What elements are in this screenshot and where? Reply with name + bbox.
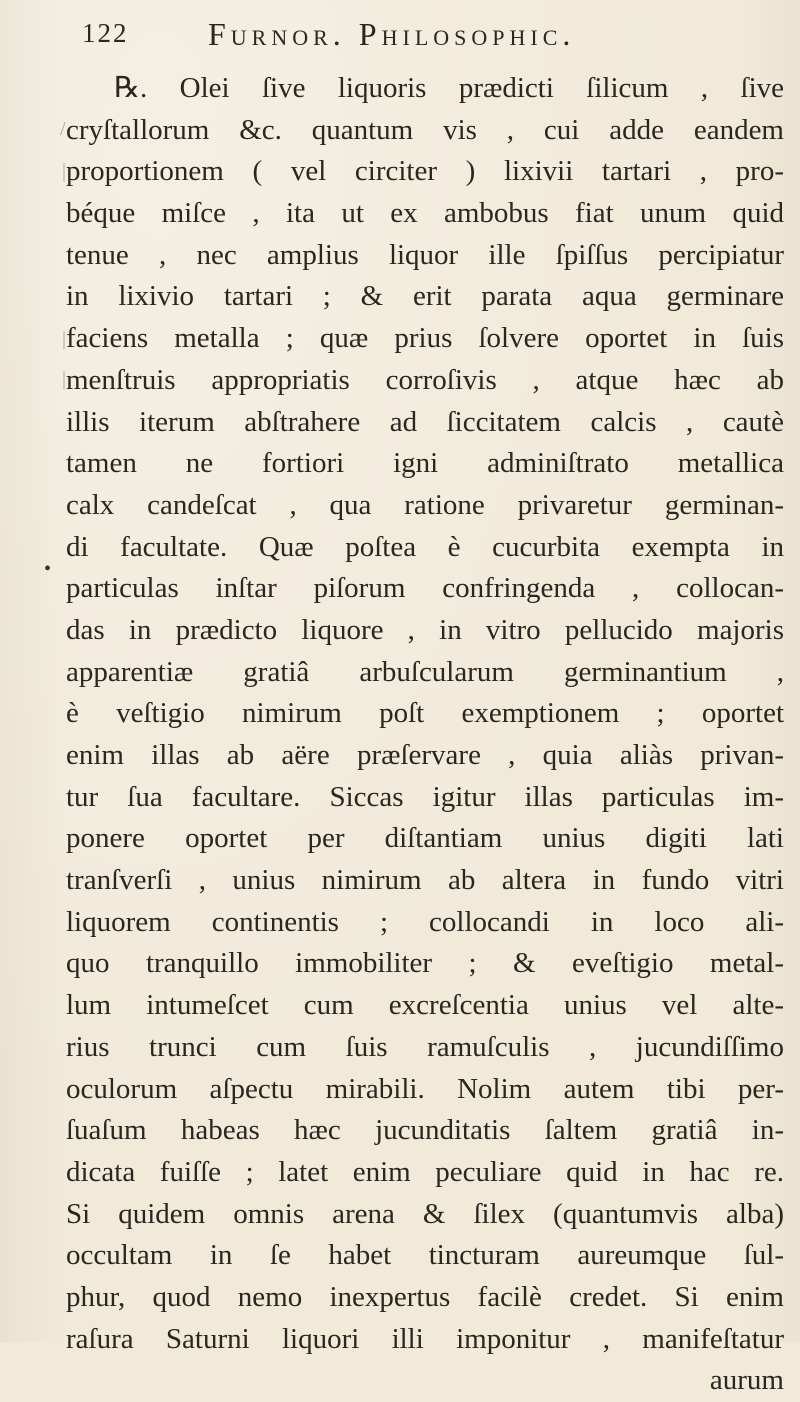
text-line: ponere oportet per diſtantiam unius digiti lati	[66, 822, 784, 855]
text-line: lum intumeſcet cum excreſcentia unius vel alte-	[66, 989, 784, 1022]
text-line: proportionem ( vel circiter ) lixivii tartari , pro-	[66, 155, 784, 188]
text-line: quo tranquillo immobiliter ; & eveſtigio metal-	[66, 947, 784, 980]
text-line: occultam in ſe habet tincturam aureumque ſul-	[66, 1239, 784, 1272]
text-line: cryſtallorum &c. quantum vis , cui adde eandem	[66, 113, 784, 146]
margin-bracket-mark: |	[62, 328, 67, 350]
text-line: particulas inſtar piſorum confringenda , collocan-	[66, 572, 784, 605]
text-line: tur ſua facultare. Siccas igitur illas particulas im-	[66, 780, 784, 813]
text-line: in lixivio tartari ; & erit parata aqua germinare	[66, 280, 784, 313]
margin-bracket-mark: |	[62, 160, 67, 182]
text-line: calx candeſcat , qua ratione privaretur germinan-	[66, 488, 784, 521]
text-line: raſura Saturni liquori illi imponitur , manifeſtatur	[66, 1322, 784, 1355]
page-number: 122	[82, 18, 129, 48]
text-line: menſtruis appropriatis corroſivis , atque hæc ab	[66, 363, 784, 396]
text-line: rius trunci cum ſuis ramuſculis , jucundiſſimo	[66, 1030, 784, 1063]
running-title: Furnor. Philosophic.	[208, 16, 576, 52]
text-line: dicata fuiſſe ; latet enim peculiare quid in hac re.	[66, 1155, 784, 1188]
margin-bracket-mark: |	[62, 368, 67, 390]
text-line: liquorem continentis ; collocandi in loco ali-	[66, 905, 784, 938]
text-line: das in prædicto liquore , in vitro pellucido majoris	[66, 613, 784, 646]
text-line: béque miſce , ita ut ex ambobus fiat unum quid	[66, 197, 784, 230]
text-line: faciens metalla ; quæ prius ſolvere oportet in ſuis	[66, 322, 784, 355]
text-line: phur, quod nemo inexpertus facilè credet. Si enim	[66, 1280, 784, 1313]
margin-bracket-mark: /	[60, 118, 66, 140]
text-line: apparentiæ gratiâ arbuſcularum germinantium ,	[66, 655, 784, 688]
text-line: è veſtigio nimirum poſt exemptionem ; oportet	[66, 697, 784, 730]
text-line: tenue , nec amplius liquor ille ſpiſſus percipiatur	[66, 238, 784, 271]
catchword: aurum	[709, 1364, 784, 1397]
body-text	[66, 68, 784, 1402]
text-line: tamen ne fortiori igni adminiſtrato metallica	[66, 447, 784, 480]
text-line: ℞. Olei ſive liquoris prædicti ſilicum , ſive	[114, 72, 784, 104]
text-line: di facultate. Quæ poſtea è cucurbita exempta in	[66, 530, 784, 563]
margin-dot-mark: •	[44, 558, 52, 580]
text-line: oculorum aſpectu mirabili. Nolim autem tibi per-	[66, 1072, 784, 1105]
page-header	[82, 16, 782, 56]
text-line: enim illas ab aëre præſervare , quia aliàs privan-	[66, 739, 784, 771]
text-line: illis iterum abſtrahere ad ſiccitatem calcis , cautè	[66, 405, 784, 438]
text-line: Si quidem omnis arena & ſilex (quantumvis alba)	[66, 1197, 784, 1230]
text-line: ſuaſum habeas hæc jucunditatis ſaltem gratiâ in-	[66, 1114, 784, 1147]
text-line: tranſverſi , unius nimirum ab altera in fundo vitri	[66, 864, 784, 897]
